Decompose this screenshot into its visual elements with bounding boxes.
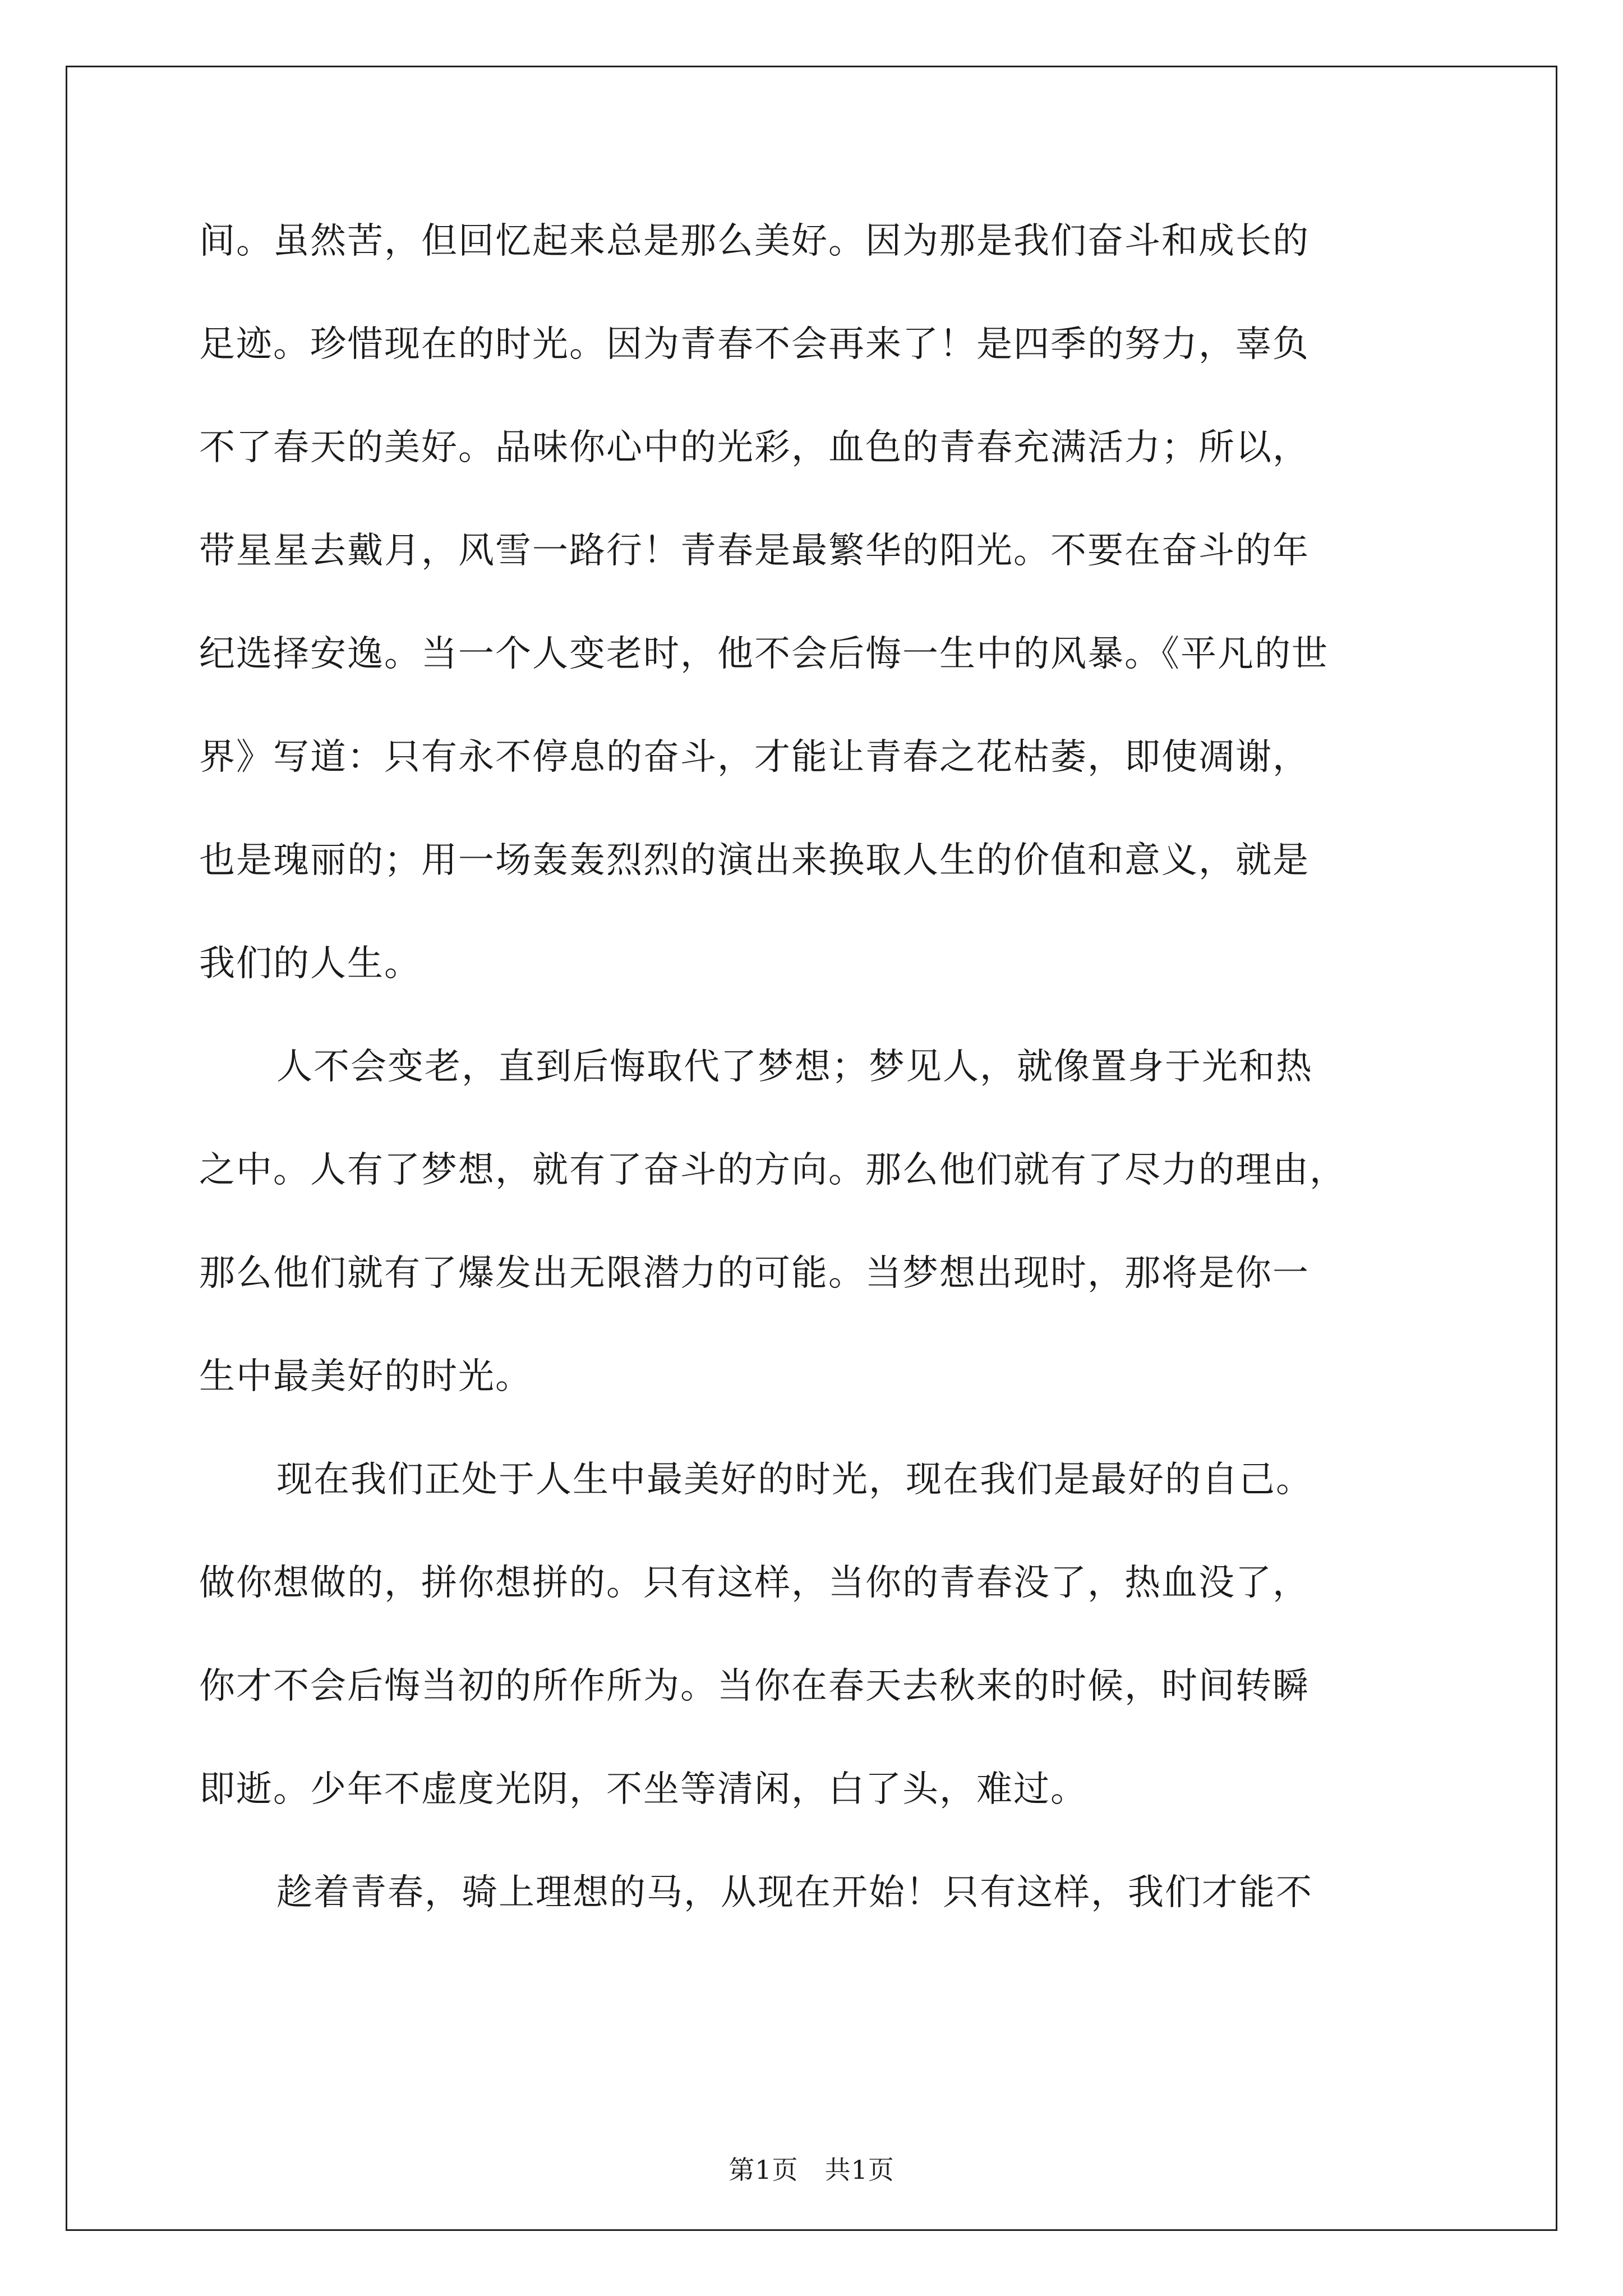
paragraph-first-line: 趁着青春，骑上理想的马，从现在开始！只有这样，我们才能不 <box>276 1872 1313 1913</box>
text-line: 做你想做的，拼你想拼的。只有这样，当你的青春没了，热血没了， <box>199 1562 1310 1604</box>
text-line: 我们的人生。 <box>199 943 421 984</box>
text-line: 足迹。珍惜现在的时光。因为青春不会再来了！是四季的努力，辜负 <box>199 324 1310 365</box>
paragraph-first-line: 人不会变老，直到后悔取代了梦想；梦见人，就像置身于光和热 <box>276 1046 1313 1088</box>
text-line: 生中最美好的时光。 <box>199 1356 532 1397</box>
page-number-footer: 第1页 共1页 <box>728 2155 895 2185</box>
paragraph-first-line: 现在我们正处于人生中最美好的时光，现在我们是最好的自己。 <box>276 1459 1313 1501</box>
text-line: 也是瑰丽的；用一场轰轰烈烈的演出来换取人生的价值和意义，就是 <box>199 840 1310 881</box>
text-line: 带星星去戴月，风雪一路行！青春是最繁华的阳光。不要在奋斗的年 <box>199 530 1310 572</box>
text-line: 那么他们就有了爆发出无限潜力的可能。当梦想出现时，那将是你一 <box>199 1253 1310 1294</box>
text-line: 即逝。少年不虚度光阴，不坐等清闲，白了头，难过。 <box>199 1769 1087 1810</box>
text-line: 界》写道：只有永不停息的奋斗，才能让青春之花枯萎，即使凋谢， <box>199 737 1310 778</box>
text-line: 你才不会后悔当初的所作所为。当你在春天去秋来的时候，时间转瞬 <box>199 1665 1310 1707</box>
text-line: 之中。人有了梦想，就有了奋斗的方向。那么他们就有了尽力的理由， <box>199 1149 1347 1191</box>
document-body <box>199 210 1427 1965</box>
text-line: 纪选择安逸。当一个人变老时，他不会后悔一生中的风暴。《平凡的世 <box>199 633 1329 675</box>
text-line: 间。虽然苦，但回忆起来总是那么美好。因为那是我们奋斗和成长的 <box>199 220 1310 262</box>
text-line: 不了春天的美好。品味你心中的光彩，血色的青春充满活力；所以， <box>199 427 1310 468</box>
